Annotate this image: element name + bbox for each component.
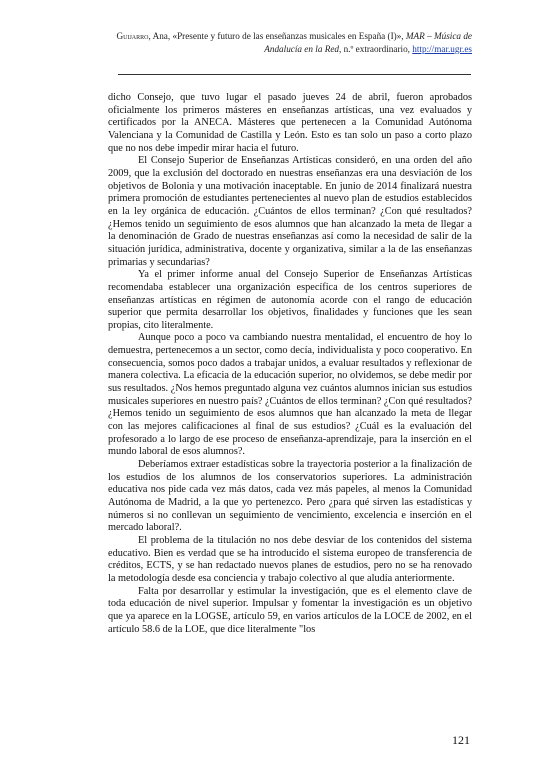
header-citation: , Ana, «Presente y futuro de las enseñanzas musicales en España (I)», [148,31,406,41]
header-url-link[interactable]: http://mar.ugr.es [412,44,472,54]
paragraph: Deberíamos extraer estadísticas sobre la trayectoria posterior a la finalización de los estudios de los alumnos de los conservatorios superiores. La administración educativa nos pide cada vez más datos, cada vez más papeles, al menos la Comunidad Autónoma de Madrid, a la que yo pertenezco. Pero ¿para qué sirven las estadísticas y números si no conllevan un seguimiento de vencimiento, excelencia e inserción en el mercado laboral?. [108,459,472,534]
running-header [100,30,472,56]
page-number: 121 [452,733,470,747]
header-author: Guijarro [116,31,149,41]
header-issue: , n.º extraordinario, [339,44,413,54]
paragraph: Falta por desarrollar y estimular la investigación, que es el elemento clave de toda educación de nivel superior. Impulsar y fomentar la investigación es un objetivo que ya aparece en la LOGSE, artículo 59, en varios artículos de la LOCE de 2002, en el artículo 58.6 de la LOE, que dice literalmente "los [108,585,472,635]
paragraph: Ya el primer informe anual del Consejo Superior de Enseñanzas Artísticas recomendaba establecer una organización específica de los centros superiores de enseñanzas artísticas en régimen de autonomía acorde con el rango de educación superior que permita desarrollar los objetivos, finalidades y funciones que les sean propias, cito literalmente. [108,269,472,331]
header-journal: MAR – Música de Andalucía en la Red [264,31,472,54]
paragraph: El Consejo Superior de Enseñanzas Artísticas consideró, en una orden del año 2009, que la exclusión del doctorado en nuestras enseñanzas era una desviación de los objetivos de Bolonia y una motivación inaceptable. En junio de 2014 finalizará nuestra primera promoción de estudiantes pertenecientes al nuevo plan de estudios establecidos en la ley orgánica de educación. ¿Cuántos de ellos terminan? ¿Con qué resultados? ¿Hemos tenido un seguimiento de esos alumnos que han alcanzado la meta de llegar a la denominación de Grado de nuestras enseñanzas así como la necesidad de salir de la situación jurídica, administrativa, docente y organizativa, similar a la de las enseñanzas primarias y secundarias? [108,155,472,268]
body-text [108,92,472,636]
header-divider [118,74,471,75]
paragraph: Aunque poco a poco va cambiando nuestra mentalidad, el encuentro de hoy lo demuestra, pertenecemos a un sector, como decía, individualista y poco cooperativo. En consecuencia, somos poco dados a trabajar unidos, a evaluar resultados y reflexionar de manera colectiva. La eficacia de la educación superior, no olvidemos, se debe medir por sus resultados. ¿Nos hemos preguntado alguna vez cuántos alumnos inician sus estudios musicales superiores en nuestro país? ¿Cuántos de ellos terminan? ¿Con qué resultados? ¿Hemos tenido un seguimiento de esos alumnos que han alcanzado la meta de llegar con las mejores calificaciones al final de sus estudios? ¿Cuál es la evaluación del profesorado a lo largo de ese proceso de enseñanza-aprendizaje, para la inserción en el mundo laboral de esos alumnos?. [108,332,473,458]
paragraph: dicho Consejo, que tuvo lugar el pasado jueves 24 de abril, fueron aprobados oficialmente los primeros másteres en enseñanzas artísticas, una vez evaluados y certificados por la ANECA. Másteres que pertenecen a la Comunidad Autónoma Valenciana y la Comunidad de Castilla y León. Esto es tan solo un paso a corto plazo que no nos debe impedir mirar hacia el futuro. [108,92,472,154]
paragraph: El problema de la titulación no nos debe desviar de los contenidos del sistema educativo. Bien es verdad que se ha introducido el sistema europeo de transferencia de créditos, ECTS, y se han redactado nuevos planes de estudios, pero no se ha renovado la metodología desde esa conciencia y trabajo colectivo al que aludía anteriormente. [108,534,472,584]
